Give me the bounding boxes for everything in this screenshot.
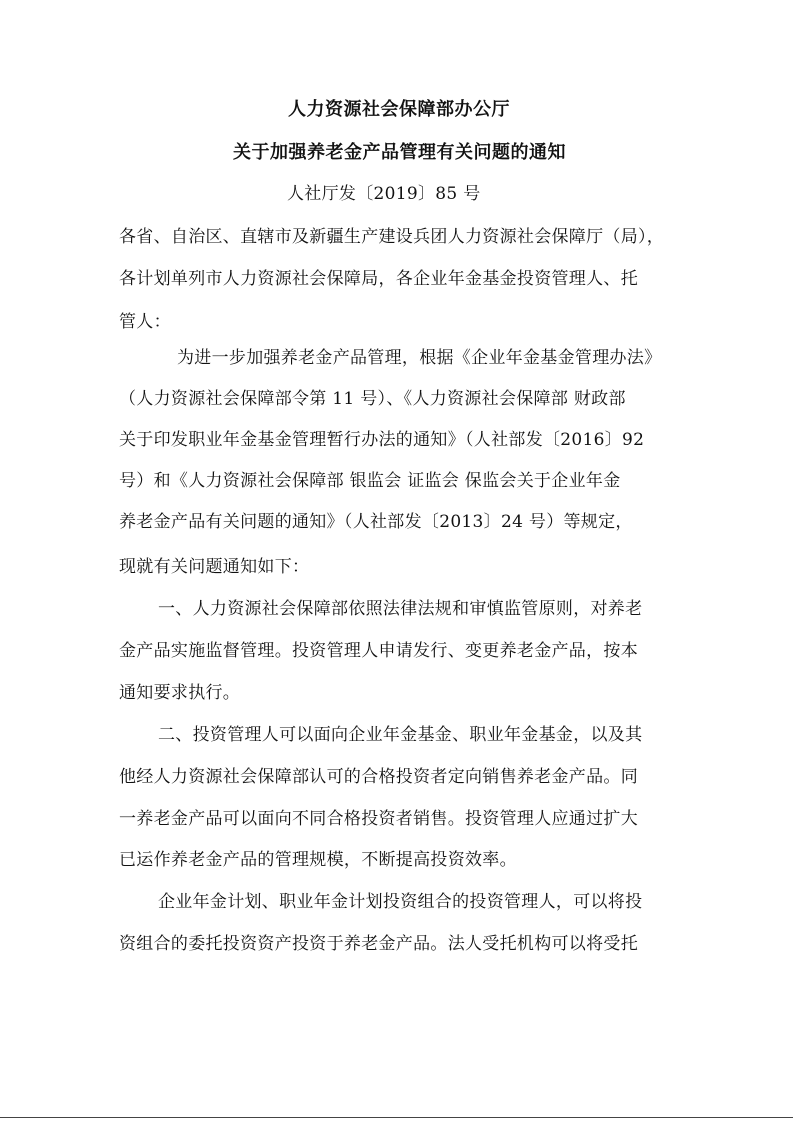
section-2-line: 一养老金产品可以面向不同合格投资者销售。投资管理人应通过扩大	[119, 809, 638, 829]
section-2-line: 他经人力资源社会保障部认可的合格投资者定向销售养老金产品。同	[119, 767, 638, 787]
intro-paragraph-line: 号）和《人力资源社会保障部 银监会 证监会 保监会关于企业年金	[119, 471, 621, 491]
section-2-line: 已运作养老金产品的管理规模，不断提高投资效率。	[119, 850, 517, 870]
addressee-line: 管人：	[119, 312, 171, 332]
intro-paragraph-line: （人力资源社会保障部令第 11 号）、《人力资源社会保障部 财政部	[119, 389, 626, 409]
intro-paragraph-line: 养老金产品有关问题的通知》（人社部发〔2013〕24 号）等规定，	[119, 512, 633, 532]
intro-paragraph-line: 为进一步加强养老金产品管理，根据《企业年金基金管理办法》	[177, 348, 662, 368]
title-line-2: 关于加强养老金产品管理有关问题的通知	[233, 142, 566, 163]
section-3-line: 资组合的委托投资资产投资于养老金产品。法人受托机构可以将受托	[119, 934, 638, 954]
document-number: 人社厅发〔2019〕85 号	[287, 184, 481, 204]
addressee-line: 各计划单列市人力资源社会保障局，各企业年金基金投资管理人、托	[119, 269, 638, 289]
section-1-line: 一、人力资源社会保障部依照法律法规和审慎监管原则，对养老	[158, 599, 643, 619]
section-1-line: 通知要求执行。	[119, 683, 241, 703]
section-3-line: 企业年金计划、职业年金计划投资组合的投资管理人，可以将投	[158, 892, 643, 912]
page-bottom-border	[0, 1117, 793, 1118]
addressee-line: 各省、自治区、直辖市及新疆生产建设兵团人力资源社会保障厅（局），	[119, 227, 665, 247]
section-2-line: 二、投资管理人可以面向企业年金基金、职业年金基金，以及其	[158, 725, 643, 745]
intro-paragraph-line: 关于印发职业年金基金管理暂行办法的通知》（人社部发〔2016〕92	[119, 430, 645, 450]
title-line-1: 人力资源社会保障部办公厅	[288, 99, 510, 120]
section-1-line: 金产品实施监督管理。投资管理人申请发行、变更养老金产品，按本	[119, 641, 638, 661]
intro-paragraph-line: 现就有关问题通知如下：	[119, 557, 310, 577]
